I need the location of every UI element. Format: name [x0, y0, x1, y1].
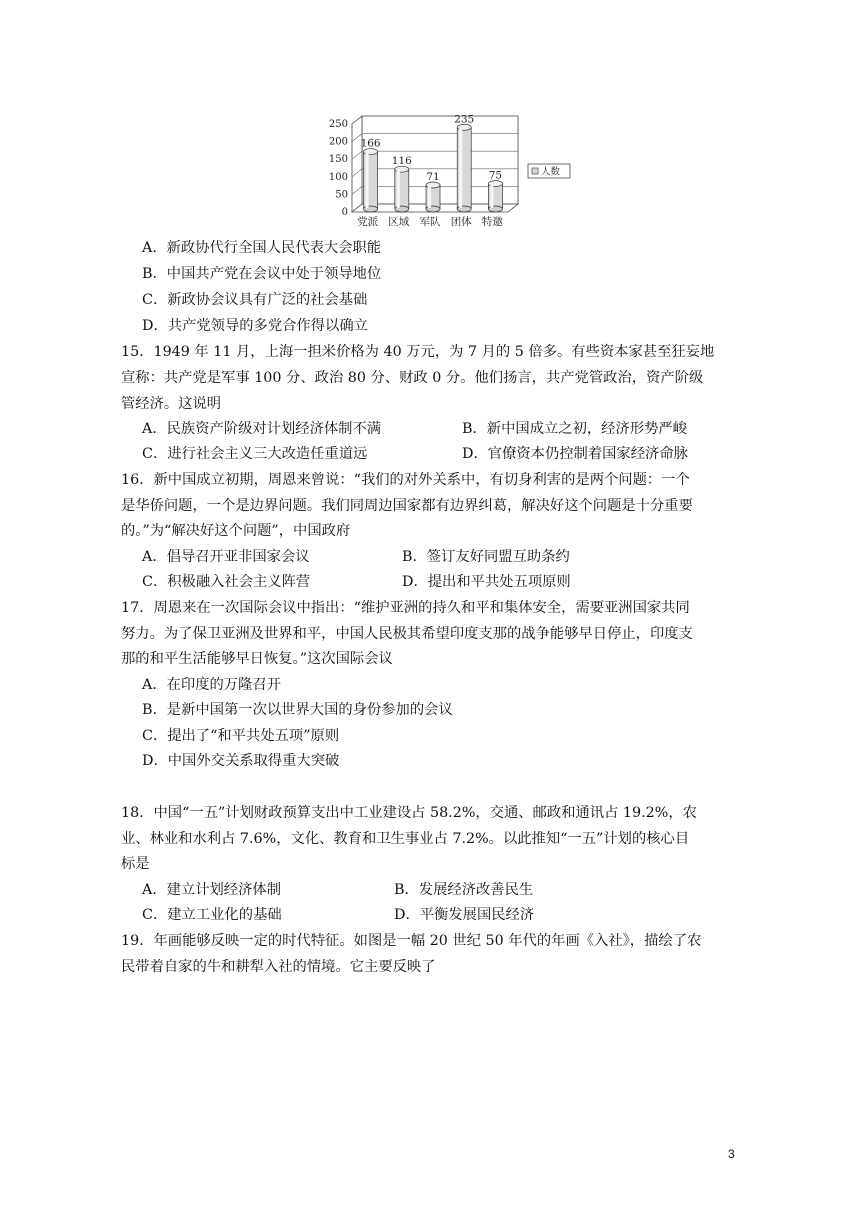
q16-option-c: C．积极融入社会主义阵营: [142, 574, 311, 590]
x-tick-label: 团体: [450, 216, 472, 228]
bar-highlight: [490, 185, 493, 208]
q15-stem-line1: 15．1949 年 11 月，上海一担米价格为 40 万元，为 7 月的 5 倍多。有些资本家甚至狂妄地: [121, 344, 715, 360]
q18-option-a: A．建立计划经济体制: [142, 882, 281, 898]
q17-option-b: B．是新中国第一次以世界大国的身份参加的会议: [142, 702, 453, 718]
q18-option-d: D．平衡发展国民经济: [394, 907, 535, 923]
q15-option-d: D．官僚资本仍控制着国家经济命脉: [462, 446, 688, 462]
legend-swatch: [532, 168, 538, 174]
q17-stem-line2: 努力。为了保卫亚洲及世界和平，中国人民极其希望印度支那的战争能够早日停止，印度支: [121, 626, 693, 642]
q18-option-b: B．发展经济改善民生: [394, 882, 534, 898]
data-label: 116: [391, 155, 412, 168]
data-label: 235: [454, 113, 475, 126]
q15-option-c: C．进行社会主义三大改造任重道远: [142, 446, 368, 462]
chart-side-wall: [352, 116, 362, 212]
x-tick-label: 党派: [357, 216, 379, 228]
y-tick-label: 50: [335, 189, 348, 201]
q14-option-a: A．新政协代行全国人民代表大会职能: [142, 240, 382, 256]
q16-option-d: D．提出和平共处五项原则: [402, 574, 571, 590]
q19-stem-line2: 民带着自家的牛和耕犁入社的情境。它主要反映了: [121, 959, 436, 975]
q16-option-b: B．签订友好同盟互助条约: [402, 549, 570, 565]
q18-stem-line1: 18．中国“一五”计划财政预算支出中工业建设占 58.2%，交通、邮政和通讯占 19.2%，农: [121, 805, 697, 821]
q16-stem-line1: 16．新中国成立初期，周恩来曾说：“我们的对外关系中，有切身利害的是两个问题：一个: [121, 472, 690, 488]
q17-option-d: D．中国外交关系取得重大突破: [142, 753, 340, 769]
bar-highlight: [366, 153, 369, 208]
bar-highlight: [459, 128, 462, 208]
q17-option-a: A．在印度的万隆召开: [142, 677, 281, 693]
q18-stem-line2: 业、林业和水利占 7.6%，文化、教育和卫生事业占 7.2%。以此推知“一五”计划的核心目: [121, 831, 690, 847]
q18-stem-line3: 标是: [121, 856, 150, 872]
data-label: 166: [360, 137, 381, 150]
q14-option-b: B．中国共产党在会议中处于领导地位: [142, 266, 382, 282]
y-tick-label: 250: [328, 119, 348, 130]
q16-option-a: A．倡导召开亚非国家会议: [142, 549, 310, 565]
data-label: 71: [426, 171, 440, 184]
q17-option-c: C．提出了“和平共处五项”原则: [142, 728, 340, 744]
data-label: 75: [488, 169, 503, 182]
q15-stem-line2: 宣称：共产党是军事 100 分、政治 80 分、财政 0 分。他们扬言，共产党管政治，资产阶级: [121, 370, 704, 386]
legend-label: 人数: [541, 166, 561, 178]
bar-highlight: [428, 186, 431, 208]
x-tick-label: 特邀: [481, 216, 503, 228]
page-number: 3: [728, 1147, 735, 1161]
delegates-bar-chart: [316, 112, 576, 230]
x-tick-label: 区域: [388, 216, 410, 228]
q15-option-b: B．新中国成立之初，经济形势严峻: [462, 421, 687, 437]
q19-stem-line1: 19．年画能够反映一定的时代特征。如图是一幅 20 世纪 50 年代的年画《入社》，描绘了农: [121, 933, 702, 949]
y-tick-label: 0: [341, 207, 348, 218]
q17-stem-line1: 17．周恩来在一次国际会议中指出：“维护亚洲的持久和平和集体安全，需要亚洲国家共同: [121, 600, 690, 616]
bar-highlight: [397, 170, 400, 208]
x-tick-label: 军队: [419, 216, 441, 228]
q16-stem-line3: 的。”为“解决好这个问题”，中国政府: [121, 523, 351, 539]
q15-option-a: A．民族资产阶级对计划经济体制不满: [142, 421, 382, 437]
y-tick-label: 150: [328, 154, 348, 166]
q14-option-c: C．新政协会议具有广泛的社会基础: [142, 292, 368, 308]
q15-stem-line3: 管经济。这说明: [121, 396, 222, 412]
q18-option-c: C．建立工业化的基础: [142, 907, 282, 923]
q14-option-d: D．共产党领导的多党合作得以确立: [142, 318, 368, 334]
q17-stem-line3: 那的和平生活能够早日恢复。”这次国际会议: [121, 651, 393, 667]
y-tick-label: 100: [328, 171, 348, 183]
y-tick-label: 200: [328, 136, 348, 148]
q16-stem-line2: 是华侨问题，一个是边界问题。我们同周边国家都有边界纠葛，解决好这个问题是十分重要: [121, 498, 693, 514]
